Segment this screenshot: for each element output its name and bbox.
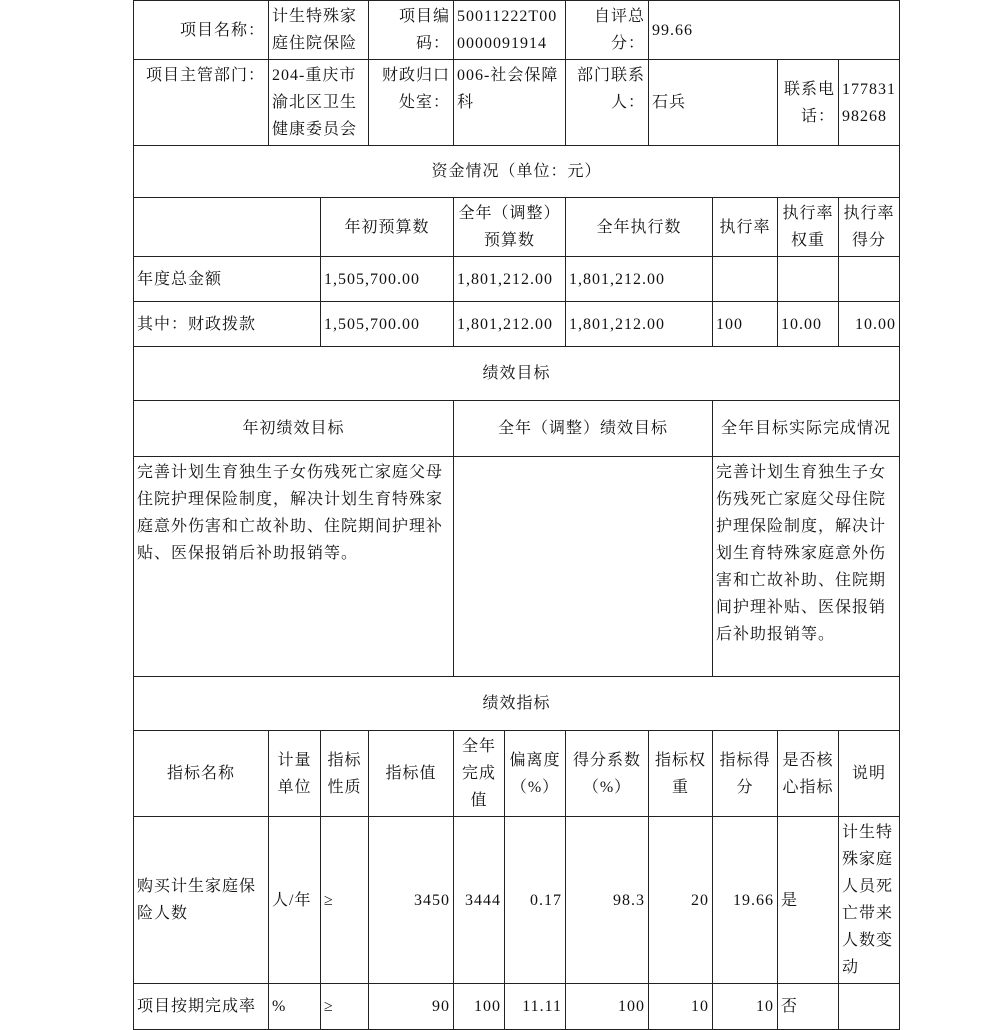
- funds-row: [134, 257, 900, 302]
- info-row-1: [134, 1, 900, 60]
- ind-header: 指标性质: [321, 731, 369, 817]
- goals-row: [134, 457, 900, 677]
- ind-core: 否: [778, 984, 839, 1030]
- ind-actual: 3444: [454, 817, 505, 984]
- funds-initial: 1,505,700.00: [321, 257, 454, 302]
- goals-header-initial: 年初绩效目标: [134, 401, 454, 457]
- ind-note: [839, 984, 900, 1030]
- ind-header: 指标得分: [713, 731, 778, 817]
- funds-row: [134, 302, 900, 347]
- ind-score: 19.66: [713, 817, 778, 984]
- funds-header-initial: 年初预算数: [321, 198, 454, 257]
- ind-name: 项目按期完成率: [134, 984, 269, 1030]
- ind-header: 是否核心指标: [778, 731, 839, 817]
- ind-target: 3450: [369, 817, 454, 984]
- ind-target: 90: [369, 984, 454, 1030]
- ind-header: 指标权重: [649, 731, 713, 817]
- funds-header: [134, 198, 900, 257]
- ind-actual: 100: [454, 984, 505, 1030]
- self-score-label: 自评总分：: [566, 1, 649, 60]
- ind-unit: %: [269, 984, 321, 1030]
- ind-coef: 98.3: [566, 817, 649, 984]
- ind-weight: 10: [649, 984, 713, 1030]
- project-name: 计生特殊家庭住院保险: [269, 1, 369, 60]
- funds-weight: 10.00: [778, 302, 839, 347]
- funds-rate: [713, 257, 778, 302]
- ind-coef: 100: [566, 984, 649, 1030]
- info-row-2: [134, 60, 900, 146]
- ind-score: 10: [713, 984, 778, 1030]
- funds-header-weight: 执行率权重: [778, 198, 839, 257]
- goals-header: [134, 401, 900, 457]
- funds-rate: 100: [713, 302, 778, 347]
- indicator-row: [134, 984, 900, 1030]
- phone-label: 联系电话：: [778, 60, 839, 146]
- self-score: 99.66: [649, 1, 900, 60]
- project-name-label: 项目名称：: [134, 1, 269, 60]
- performance-report-table: [133, 0, 900, 1030]
- ind-nature: ≥: [321, 817, 369, 984]
- contact-label: 部门联系人：: [566, 60, 649, 146]
- goals-adjusted: [454, 457, 713, 677]
- ind-weight: 20: [649, 817, 713, 984]
- contact: 石兵: [649, 60, 778, 146]
- ind-note: 计生特殊家庭人员死亡带来人数变动: [839, 817, 900, 984]
- goals-initial: 完善计划生育独生子女伤残死亡家庭父母住院护理保险制度，解决计划生育特殊家庭意外伤害和亡故补助、住院期间护理补贴、医保报销后补助报销等。: [134, 457, 454, 677]
- funds-row-label: 其中：财政拨款: [134, 302, 321, 347]
- funds-score: [839, 257, 900, 302]
- goals-header-adjusted: 全年（调整）绩效目标: [454, 401, 713, 457]
- ind-name: 购买计生家庭保险人数: [134, 817, 269, 984]
- project-code: 50011222T000000091914: [454, 1, 566, 60]
- funds-score: 10.00: [839, 302, 900, 347]
- ind-core: 是: [778, 817, 839, 984]
- ind-header: 计量单位: [269, 731, 321, 817]
- ind-nature: ≥: [321, 984, 369, 1030]
- dept: 204-重庆市渝北区卫生健康委员会: [269, 60, 369, 146]
- funds-executed: 1,801,212.00: [566, 302, 713, 347]
- ind-header: 偏离度（%）: [505, 731, 566, 817]
- funds-row-label: 年度总金额: [134, 257, 321, 302]
- goals-header-actual: 全年目标实际完成情况: [713, 401, 900, 457]
- ind-header: 说明: [839, 731, 900, 817]
- goals-title: 绩效目标: [134, 347, 900, 401]
- finance-office: 006-社会保障科: [454, 60, 566, 146]
- ind-header: 指标值: [369, 731, 454, 817]
- funds-header-executed: 全年执行数: [566, 198, 713, 257]
- funds-header-rate: 执行率: [713, 198, 778, 257]
- phone: 17783198268: [839, 60, 900, 146]
- funds-header-score: 执行率得分: [839, 198, 900, 257]
- funds-initial: 1,505,700.00: [321, 302, 454, 347]
- funds-title: 资金情况（单位：元）: [134, 146, 900, 198]
- funds-header-blank: [134, 198, 321, 257]
- goals-actual: 完善计划生育独生子女伤残死亡家庭父母住院护理保险制度，解决计划生育特殊家庭意外伤害和亡故补助、住院期间护理补贴、医保报销后补助报销等。: [713, 457, 900, 677]
- ind-unit: 人/年: [269, 817, 321, 984]
- indicator-row: [134, 817, 900, 984]
- funds-adjusted: 1,801,212.00: [454, 257, 566, 302]
- funds-header-adjusted: 全年（调整）预算数: [454, 198, 566, 257]
- project-code-label: 项目编码：: [369, 1, 454, 60]
- ind-header: 得分系数（%）: [566, 731, 649, 817]
- funds-weight: [778, 257, 839, 302]
- funds-adjusted: 1,801,212.00: [454, 302, 566, 347]
- funds-executed: 1,801,212.00: [566, 257, 713, 302]
- finance-office-label: 财政归口处室：: [369, 60, 454, 146]
- ind-header: 全年完成值: [454, 731, 505, 817]
- ind-deviation: 0.17: [505, 817, 566, 984]
- dept-label: 项目主管部门：: [134, 60, 269, 146]
- indicators-header: [134, 731, 900, 817]
- ind-deviation: 11.11: [505, 984, 566, 1030]
- ind-header: 指标名称: [134, 731, 269, 817]
- indicators-title: 绩效指标: [134, 677, 900, 731]
